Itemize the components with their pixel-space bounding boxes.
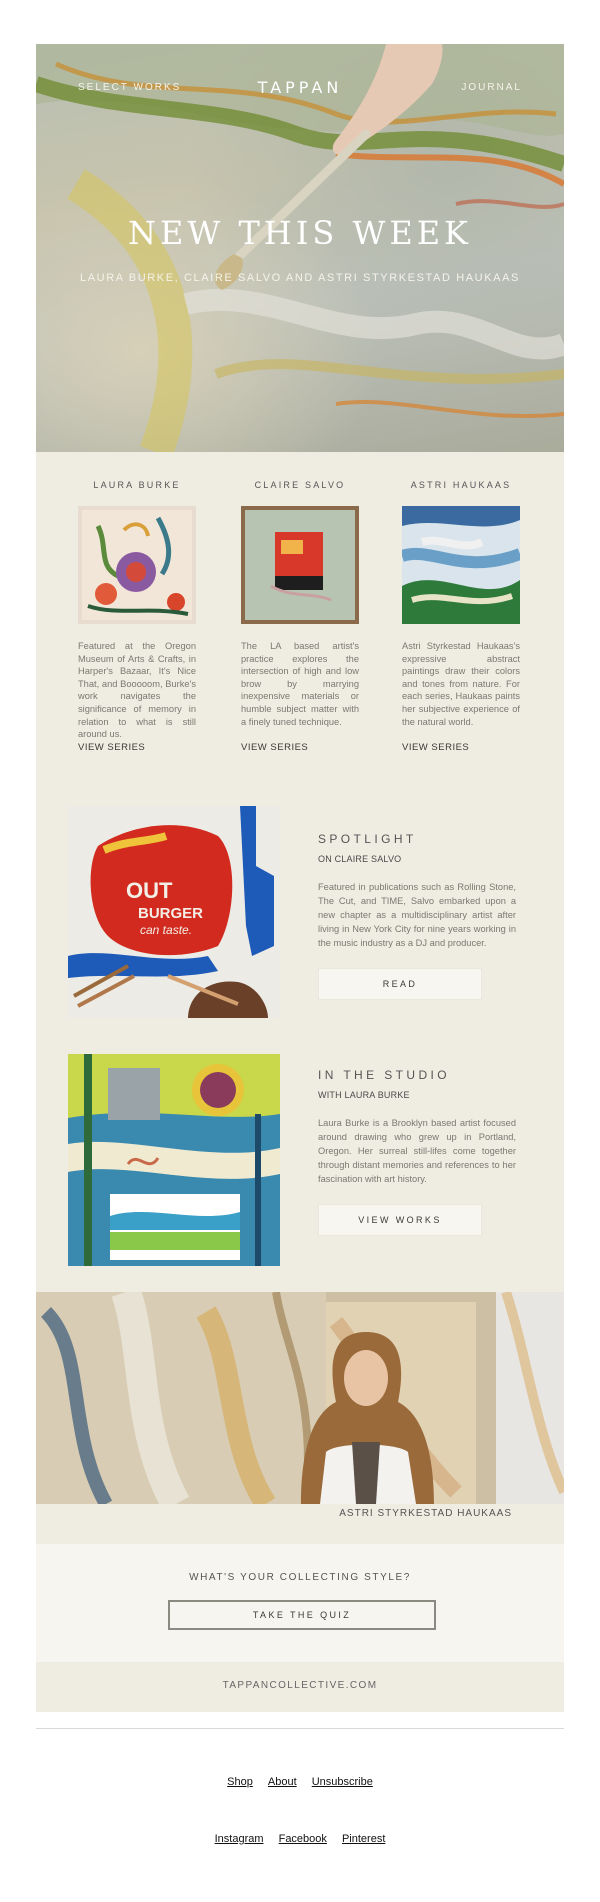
spotlight-text-block	[318, 832, 516, 1000]
photo-caption: ASTRI STYRKESTAD HAUKAAS	[339, 1508, 512, 1519]
artist-name: ASTRI HAUKAAS	[410, 480, 512, 490]
site-url-link[interactable]: TAPPANCOLLECTIVE.COM	[222, 1680, 378, 1691]
footer-unsubscribe-link[interactable]: Unsubscribe	[311, 1776, 373, 1788]
view-series-link[interactable]: VIEW SERIES	[78, 742, 146, 753]
studio-subtitle: WITH LAURA BURKE	[318, 1090, 410, 1100]
artist-description: The LA based artist's practice explores the intersection of high and low brow by marrying inexpensive materials or humble subject matter with a finely tuned technique.	[241, 641, 359, 727]
footer-divider	[36, 1728, 564, 1729]
artist-card-claire-salvo	[241, 480, 359, 753]
hero-subtitle: LAURA BURKE, CLAIRE SALVO AND ASTRI STYRKESTAD HAUKAAS	[80, 272, 520, 284]
nav-select-works-link[interactable]: SELECT WORKS	[78, 82, 182, 93]
view-works-button[interactable]: VIEW WORKS	[318, 1204, 482, 1236]
spotlight-description: Featured in publications such as Rolling Stone, The Cut, and TIME, Salvo embarked upon a new chapter as a multidisciplinary artist after living in New York City for nine years working in the music industry as a DJ and producer.	[318, 882, 516, 948]
artist-name: CLAIRE SALVO	[254, 480, 346, 490]
footer-about-link[interactable]: About	[267, 1776, 297, 1788]
artist-description: Featured at the Oregon Museum of Arts & Crafts, in Harper's Bazaar, It's Nice That, and Booooom, Burke's work navigates the significance of memory in relation to what is still around us.	[78, 641, 196, 740]
artist-card-laura-burke	[78, 480, 196, 753]
site-url-bar	[36, 1662, 564, 1712]
footer-facebook-link[interactable]: Facebook	[278, 1833, 327, 1845]
studio-title: IN THE STUDIO	[318, 1068, 450, 1082]
footer-primary-links	[0, 1776, 600, 1788]
hero-banner	[36, 44, 564, 452]
photo-caption-bar	[36, 1504, 564, 1544]
footer-pinterest-link[interactable]: Pinterest	[341, 1833, 386, 1845]
view-series-link[interactable]: VIEW SERIES	[402, 742, 470, 753]
studio-text-block	[318, 1068, 516, 1236]
artists-section	[36, 452, 564, 1292]
spotlight-subtitle: ON CLAIRE SALVO	[318, 854, 402, 864]
quiz-section	[36, 1544, 564, 1662]
quiz-question: WHAT'S YOUR COLLECTING STYLE?	[189, 1572, 411, 1583]
artwork-text-can-taste: can taste.	[140, 923, 193, 937]
artist-photo	[36, 1292, 564, 1504]
hero-nav	[36, 78, 564, 98]
artist-card-astri-haukaas	[402, 480, 520, 753]
take-the-quiz-button[interactable]: TAKE THE QUIZ	[168, 1600, 436, 1630]
footer-instagram-link[interactable]: Instagram	[214, 1833, 264, 1845]
view-series-link[interactable]: VIEW SERIES	[241, 742, 309, 753]
brand-logo[interactable]: TAPPAN	[257, 78, 343, 97]
artist-artwork-thumbnail[interactable]	[241, 506, 359, 624]
spotlight-title: SPOTLIGHT	[318, 832, 417, 846]
artwork-text-out: OUT	[126, 878, 173, 903]
artist-name: LAURA BURKE	[93, 480, 181, 490]
nav-journal-link[interactable]: JOURNAL	[461, 82, 522, 93]
studio-description: Laura Burke is a Brooklyn based artist focused around drawing who grew up in Portland, Oregon. Her surreal still-lifes come together through distant memories and references to her fascination with art history.	[318, 1118, 516, 1184]
read-button[interactable]: READ	[318, 968, 482, 1000]
footer-social-links	[0, 1833, 600, 1845]
footer-shop-link[interactable]: Shop	[227, 1776, 253, 1788]
artist-artwork-thumbnail[interactable]	[78, 506, 196, 624]
hero-title: NEW THIS WEEK	[128, 214, 472, 252]
artist-artwork-thumbnail[interactable]	[402, 506, 520, 624]
spotlight-artwork-image[interactable]	[68, 806, 280, 1018]
artist-description: Astri Styrkestad Haukaas's expressive abstract paintings draw their colors and tones from nature. For each series, Haukaas paints her subjective experience of the natural world.	[402, 641, 520, 727]
studio-artwork-image[interactable]	[68, 1054, 280, 1266]
artwork-text-burger: BURGER	[138, 905, 204, 922]
